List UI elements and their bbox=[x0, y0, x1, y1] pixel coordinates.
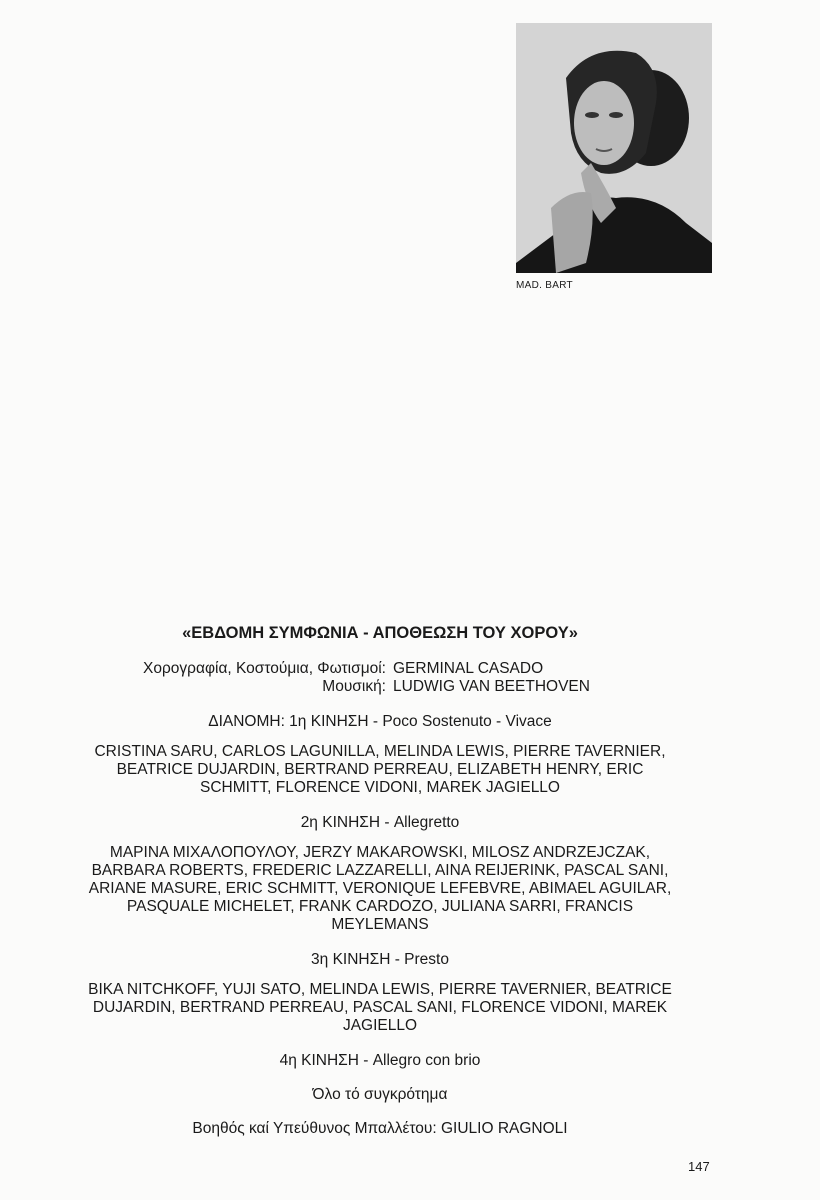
movement-heading-2: 2η ΚΙΝΗΣΗ - Allegretto bbox=[300, 814, 460, 831]
cast-line: ARIANE MASURE, ERIC SCHMITT, VERONIQUE LEFEBVRE, ABIMAEL AGUILAR, bbox=[88, 880, 672, 897]
cast-line: DUJARDIN, BERTRAND PERREAU, PASCAL SANI, FLORENCE VIDONI, MAREK bbox=[92, 999, 668, 1016]
movement-heading-4: 4η ΚΙΝΗΣΗ - Allegro con brio bbox=[279, 1052, 481, 1069]
program-title: «ΕΒΔΟΜΗ ΣΥΜΦΩΝΙΑ - ΑΠΟΘΕΩΣΗ ΤΟΥ ΧΟΡΟΥ» bbox=[182, 624, 578, 642]
movement-cast-3 bbox=[40, 981, 720, 1035]
page-number: 147 bbox=[688, 1159, 710, 1174]
cast-line: PASQUALE MICHELET, FRANK CARDOZO, JULIANA SARRI, FRANCIS bbox=[126, 898, 634, 915]
credits-block bbox=[40, 660, 720, 696]
cast-line: JAGIELLO bbox=[342, 1017, 418, 1034]
cast-line: BIKA NITCHKOFF, YUJI SATO, MELINDA LEWIS, PIERRE TAVERNIER, BEATRICE bbox=[88, 981, 672, 998]
movement-heading-3: 3η ΚΙΝΗΣΗ - Presto bbox=[311, 951, 449, 968]
credit-value-music: LUDWIG VAN BEETHOVEN bbox=[393, 678, 590, 695]
cast-line: BARBARA ROBERTS, FREDERIC LAZZARELLI, AINA REIJERINK, PASCAL SANI, bbox=[91, 862, 669, 879]
cast-line: ΜΑΡΙΝΑ ΜΙΧΑΛΟΠΟΥΛΟΥ, JERZY MAKAROWSKI, MILOSZ ANDRZEJCZAK, bbox=[109, 844, 651, 861]
credit-label-choreography: Χορογραφία, Κοστούμια, Φωτισμοί: bbox=[143, 660, 386, 677]
cast-line: SCHMITT, FLORENCE VIDONI, MAREK JAGIELLO bbox=[199, 779, 560, 796]
assistant-credit: Βοηθός καί Υπεύθυνος Μπαλλέτου: GIULIO RAGNOLI bbox=[192, 1120, 568, 1137]
portrait-photo bbox=[516, 23, 712, 273]
photo-caption: MAD. BART bbox=[516, 280, 573, 291]
cast-line: BEATRICE DUJARDIN, BERTRAND PERREAU, ELIZABETH HENRY, ERIC bbox=[116, 761, 644, 778]
cast-line: MEYLEMANS bbox=[331, 916, 429, 933]
cast-line: CRISTINA SARU, CARLOS LAGUNILLA, MELINDA LEWIS, PIERRE TAVERNIER, bbox=[94, 743, 666, 760]
movement-heading-1: ΔΙΑΝΟΜΗ: 1η ΚΙΝΗΣΗ - Poco Sostenuto - Vivace bbox=[208, 713, 552, 730]
ensemble-line: Όλο τό συγκρότημα bbox=[312, 1086, 448, 1103]
credit-value-choreography: GERMINAL CASADO bbox=[393, 660, 544, 677]
credit-label-music: Μουσική: bbox=[322, 678, 386, 695]
movement-cast-2 bbox=[40, 844, 720, 934]
program-section bbox=[40, 624, 720, 1154]
movement-cast-1 bbox=[40, 743, 720, 797]
